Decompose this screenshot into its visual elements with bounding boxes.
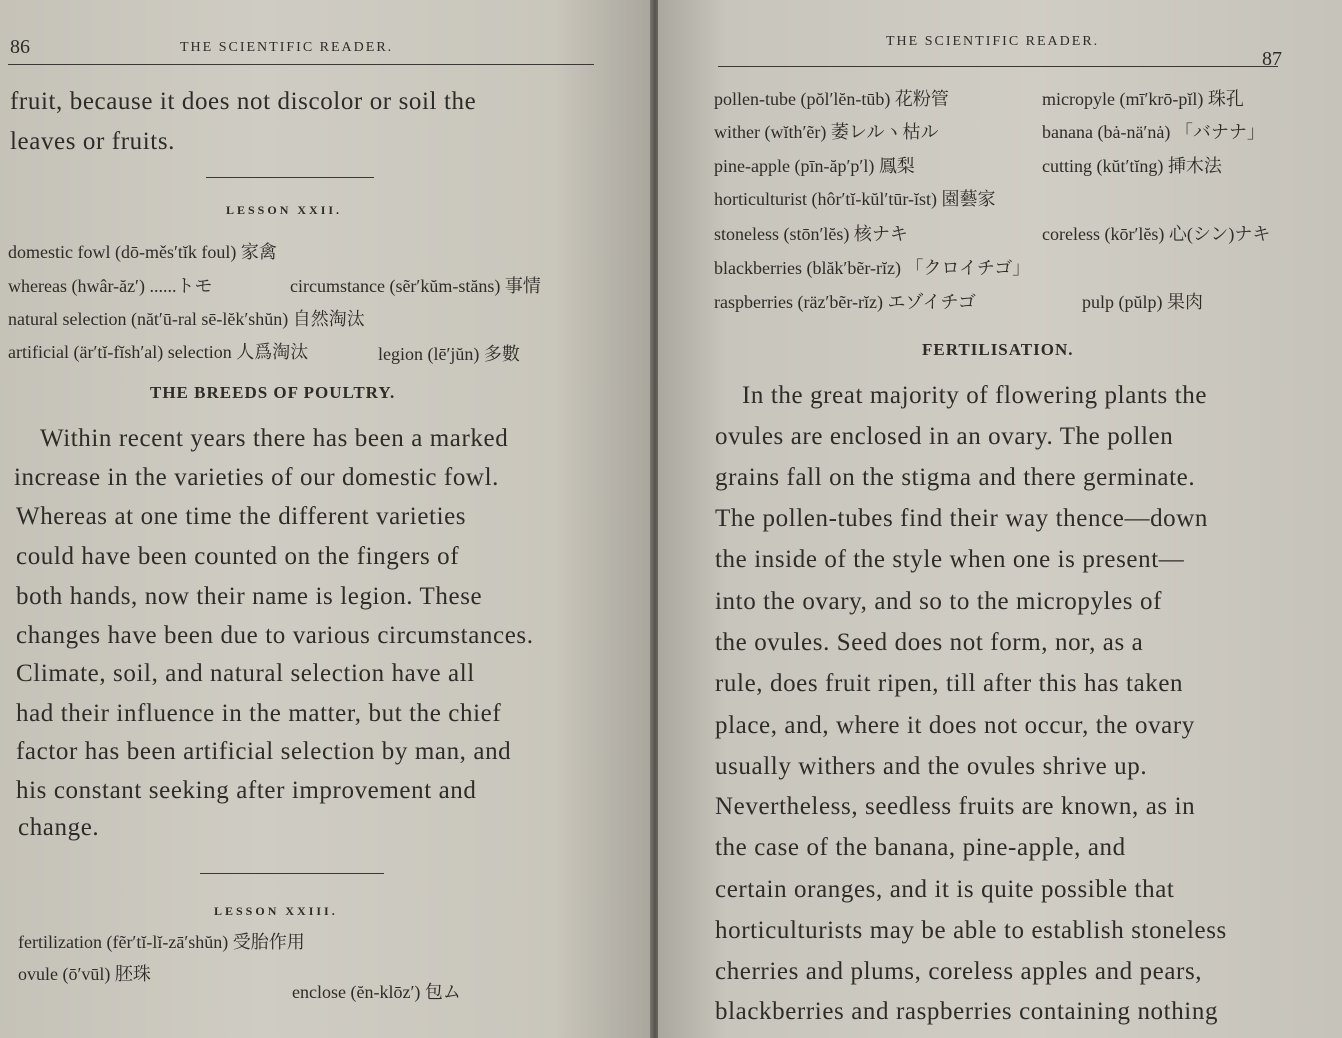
paragraph-line: Nevertheless, seedless fruits are known, as in: [715, 793, 1196, 820]
paragraph-line: the ovules. Seed does not form, nor, as a: [715, 629, 1144, 656]
vocab-entry: ovule (ō′vūl) 胚珠: [18, 964, 151, 984]
continuation-line: fruit, because it does not discolor or soil the: [10, 88, 477, 115]
vocab-row: [714, 118, 1304, 144]
paragraph-line: cherries and plums, coreless apples and pears,: [715, 958, 1203, 985]
paragraph-line: ovules are enclosed in an ovary. The pollen: [715, 423, 1174, 450]
page-number: 87: [1262, 48, 1282, 70]
vocab-entry: coreless (kōr′lĕs) 心(シン)ナキ: [1042, 224, 1271, 244]
paragraph-line: Whereas at one time the different varieties: [16, 503, 467, 530]
section-divider: [206, 177, 374, 178]
vocab-entry: legion (lē′jŭn) 多數: [378, 344, 520, 364]
vocab-entry: whereas (hwâr-ăz′) ......トモ: [8, 276, 213, 296]
vocab-entry: blackberries (blăk′bẽr-rĭz) 「クロイチゴ」: [714, 258, 1031, 278]
vocab-entry: fertilization (fẽr′tĭ-lĭ-zā′shŭn) 受胎作用: [18, 932, 305, 952]
paragraph-line: both hands, now their name is legion. These: [16, 583, 483, 610]
section-heading: THE BREEDS OF POULTRY.: [150, 383, 396, 402]
paragraph-line: the case of the banana, pine-apple, and: [715, 834, 1126, 861]
vocab-row: [714, 220, 1304, 246]
paragraph-line: Within recent years there has been a marked: [40, 425, 509, 452]
paragraph-line: The pollen-tubes find their way thence—down: [715, 505, 1209, 532]
vocab-row: [714, 288, 1304, 314]
section-divider: [200, 873, 384, 874]
vocab-entry: cutting (kŭt′tĭng) 挿木法: [1042, 156, 1222, 176]
vocab-entry: circumstance (sẽr′kŭm-stăns) 事情: [290, 276, 541, 296]
vocab-entry: domestic fowl (dō-měs′tĭk foul) 家禽: [8, 242, 277, 262]
vocab-entry: horticulturist (hôr′tĭ-kŭl′tūr-ĭst) 園藝家: [714, 189, 996, 209]
running-head: THE SCIENTIFIC READER.: [180, 40, 394, 55]
paragraph-line: had their influence in the matter, but the chief: [16, 700, 502, 727]
vocab-entry: pollen-tube (pŏl′lĕn-tūb) 花粉管: [714, 89, 949, 109]
paragraph-line: rule, does fruit ripen, till after this has taken: [715, 670, 1184, 697]
vocab-row: [714, 85, 1304, 111]
right-page: [658, 0, 1342, 1038]
header-rule: [8, 64, 594, 65]
paragraph-line: usually withers and the ovules shrive up.: [715, 753, 1148, 780]
paragraph-line: factor has been artificial selection by man, and: [16, 738, 512, 765]
paragraph-line: horticulturists may be able to establish stoneless: [715, 917, 1227, 944]
paragraph-line: certain oranges, and it is quite possible that: [715, 876, 1175, 903]
paragraph-line: changes have been due to various circumstances.: [16, 622, 534, 649]
vocab-entry: stoneless (stōn′lĕs) 核ナキ: [714, 224, 908, 244]
section-heading: FERTILISATION.: [922, 340, 1074, 359]
paragraph-line: increase in the varieties of our domestic fowl.: [14, 464, 499, 491]
lesson-title: LESSON XXIII.: [214, 904, 338, 918]
paragraph-line: place, and, where it does not occur, the ovary: [715, 712, 1195, 739]
vocab-entry: artificial (är′tĭ-fĭsh′al) selection 人爲淘汰: [8, 342, 309, 362]
page-number: 86: [10, 36, 30, 58]
left-page: [0, 0, 652, 1038]
lesson-title: LESSON XXII.: [226, 203, 343, 217]
vocab-entry: natural selection (năt′ū-ral sē-lĕk′shŭn) 自然淘汰: [8, 309, 365, 329]
running-head: THE SCIENTIFIC READER.: [886, 34, 1100, 49]
paragraph-line: blackberries and raspberries containing nothing: [715, 998, 1219, 1025]
vocab-entry: enclose (ĕn-klōz′) 包ム: [292, 982, 461, 1002]
paragraph-line: In the great majority of flowering plants the: [742, 382, 1208, 409]
vocab-row: [714, 152, 1304, 178]
vocab-entry: pulp (pŭlp) 果肉: [1082, 292, 1203, 312]
continuation-line: leaves or fruits.: [10, 128, 176, 155]
vocab-entry: banana (bȧ-nä′nȧ) 「バナナ」: [1042, 122, 1265, 142]
vocab-row: [714, 254, 1304, 280]
vocab-entry: raspberries (räz′bẽr-rĭz) エゾイチゴ: [714, 292, 976, 312]
paragraph-line: change.: [18, 814, 100, 841]
vocab-row: [714, 185, 1304, 211]
paragraph-line: into the ovary, and so to the micropyles of: [715, 588, 1163, 615]
paragraph-line: his constant seeking after improvement and: [16, 777, 477, 804]
vocab-entry: wither (wĭth′ẽr) 萎レルヽ枯ル: [714, 122, 939, 142]
paragraph-line: grains fall on the stigma and there germinate.: [715, 464, 1196, 491]
header-rule: [718, 66, 1278, 67]
paragraph-line: Climate, soil, and natural selection have all: [16, 660, 475, 687]
vocab-entry: micropyle (mī′krō-pĭl) 珠孔: [1042, 89, 1244, 109]
paragraph-line: the inside of the style when one is present—: [715, 546, 1185, 573]
vocab-entry: pine-apple (pīn-ăp′p′l) 鳳梨: [714, 156, 915, 176]
paragraph-line: could have been counted on the fingers of: [16, 543, 460, 570]
